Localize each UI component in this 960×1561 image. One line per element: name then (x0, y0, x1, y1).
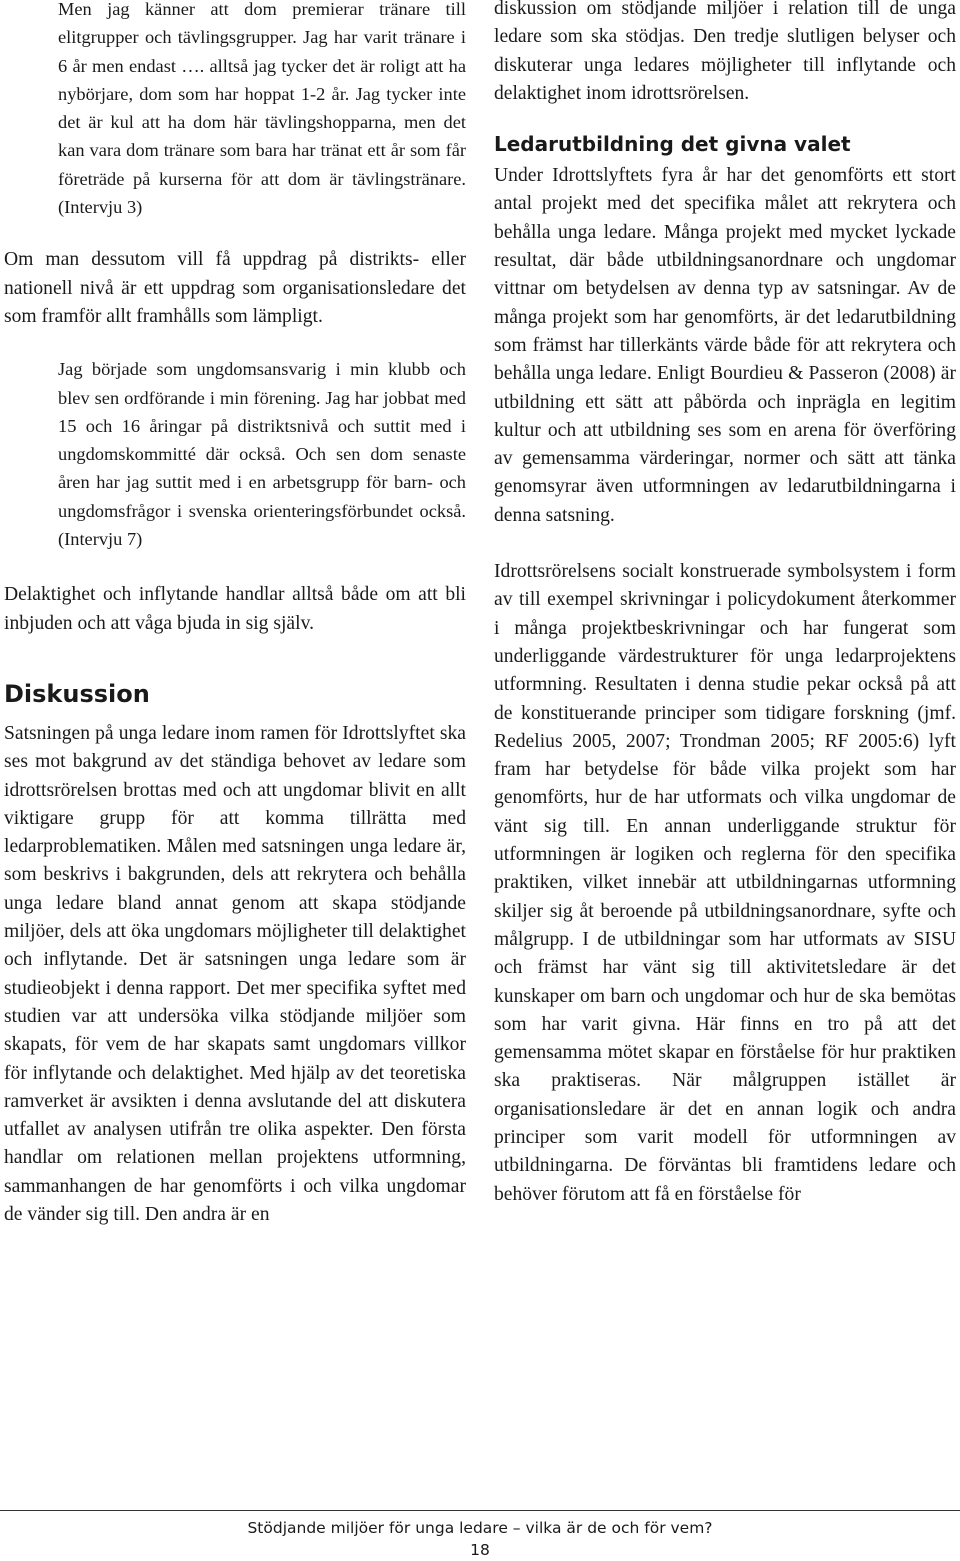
body-paragraph: Satsningen på unga ledare inom ramen för Idrottslyftet ska ses mot bakgrund av det ständiga behovet av ledare som idrottsrörelsen brottas med och att ungdomar blivit en allt viktigare grupp för att komma tillrätta med ledarproblematiken. Målen med satsningen unga ledare är, som beskrivs i bakgrunden, dels att rekrytera och behålla unga ledare bland annat genom att skapa stödjande miljöer, dels att öka ungdomars möjligheter till delaktighet och inflytande. Det är satsningen unga ledare som är studieobjekt i denna rapport. Det mer specifika syftet med studien var att undersöka vilka stödjande miljöer som skapats, för vem de har skapats samt ungdomars villkor för inflytande och delaktighet. Med hjälp av det teoretiska ramverket är avsikten i denna avslutande del att diskutera utfallet av analysen utifrån tre olika aspekter. Den första handlar om relationen mellan projektens utformning, sammanhangen de har genomförts i och vilka ungdomar de vänder sig till. Den andra är en (4, 722, 466, 1225)
body-paragraph: Delaktighet och inflytande handlar alltså både om att bli inbjuden och att våga bjuda in sig själv. (4, 584, 466, 634)
right-column (494, 0, 956, 1209)
body-paragraph: diskussion om stödjande miljöer i relation till de unga ledare som ska stödjas. Den tredje slutligen belyser och diskuterar unga ledares möjligheter till inflytande och delaktighet inom idrottsrörelsen. (494, 0, 956, 104)
body-paragraph: Under Idrottslyftets fyra år har det genomförts ett stort antal projekt med det specifika målet att rekrytera och behålla unga ledare. Många projekt med mycket lyckade resultat, där både utbildningsanordnare och ungdomar vittnar om betydelsen av denna typ av satsningar. Av de många projekt som har genomförts, är det ledarutbildning som främst har tillerkänts värde både för att rekrytera och behålla unga ledare. Enligt Bourdieu & Passeron (2008) är utbildning ett sätt att påbörda och inprägla en legitim kultur och att utbildning ses som en arena för överföring av gemensamma värderingar, normer och sätt att tänka genomsyrar även utformningen av ledarutbildningarna i denna satsning. (494, 165, 956, 526)
interview-quote-3: Men jag känner att dom premierar tränare till elitgrupper och tävlingsgrupper. Jag har varit tränare i 6 år men endast …. alltså jag tycker det är roligt att ha nybörjare, dom som har hoppat 1-2 år. Jag tycker inte det är kul att ha dom här tävlingshopparna, men det kan vara dom tränare som bara har tränat ett år som får företräde på kurserna för att dom är tävlingstränare. (Intervju 3) (58, 0, 466, 218)
section-heading-ledarutbildning: Ledarutbildning det givna valet (494, 132, 851, 157)
body-paragraph: Om man dessutom vill få uppdrag på distrikts- eller nationell nivå är ett uppdrag som organisationsledare det som framför allt framhålls som lämpligt. (4, 249, 466, 327)
page-number: 18 (470, 1541, 490, 1559)
left-column (4, 0, 466, 1229)
footer-divider (0, 1510, 960, 1511)
running-footer-title: Stödjande miljöer för unga ledare – vilka är de och för vem? (247, 1519, 713, 1537)
body-paragraph: Idrottsrörelsens socialt konstruerade symbolsystem i form av till exempel skrivningar i policydokument återkommer i många projektbeskrivningar och har fungerat som underliggande värdestrukturer för unga ledarprojektens utformning. Resultaten i denna studie pekar också på att de konstituerande principer som tidigare forskning (jmf. Redelius 2005, 2007; Trondman 2005; RF 2005:6) lyft fram har betydelse för både vilka projekt som har genomförts, hur de har utformats och vilka ungdomar de vänt sig till. En annan underliggande struktur för utformningen är logiken och reglerna för den specifika praktiken, vilket innebär att utbildningarnas utformning skiljer sig åt beroende på utbildningsanordnare, syfte och målgrupp. I de utbildningar som har utformats av SISU och främst har vänt sig till aktivitetsledare är det kunskaper om barn och ungdomar och hur de ska bemötas som har varit givna. Här finns en tro på att det gemensamma mötet skapar en förståelse för hur praktiken ska praktiseras. När målgruppen istället är organisationsledare är det en annan logik och andra principer som varit modell för utformningen av utbildningarna. De förväntas bli framtidens ledare och behöver förutom att få en förståelse för (494, 561, 956, 1205)
interview-quote-7: Jag började som ungdomsansvarig i min klubb och blev sen ordförande i min förening. Jag har jobbat med 15 och 16 åringar på distriktsnivå och suttit med i ungdomskommitté där också. Och sen dom senaste åren har jag suttit med i en arbetsgrupp för barn- och ungdomsfrågor i svenska orienteringsförbundet också. (Intervju 7) (58, 359, 466, 550)
section-heading-diskussion: Diskussion (4, 679, 150, 708)
